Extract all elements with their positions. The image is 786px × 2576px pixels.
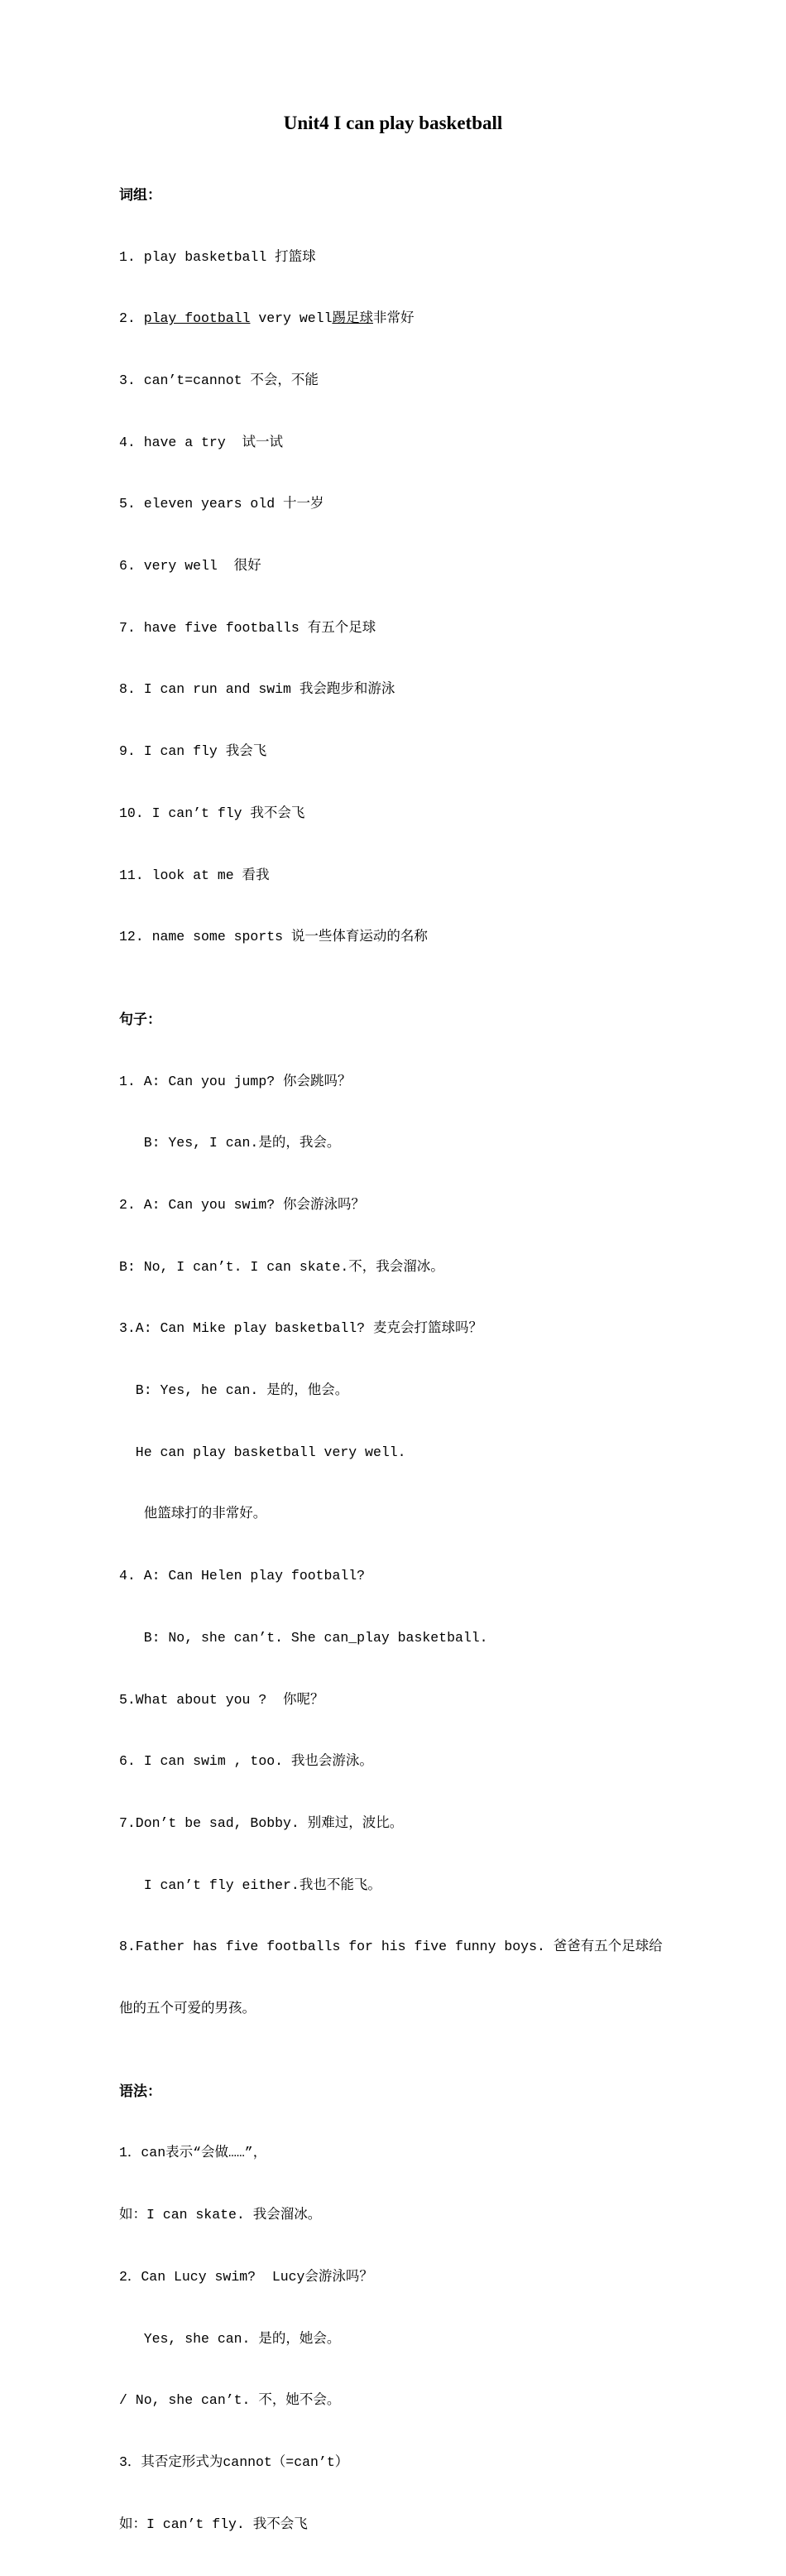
sentence-line: 2. A: Can you swim? 你会游泳吗？	[119, 1196, 366, 1213]
sentence-line: 1. A: Can you jump? 你会跳吗？	[119, 1073, 352, 1089]
phrase-item: 11. look at me 看我	[119, 867, 270, 883]
sentence-line: 3.A: Can Mike play basketball? 麦克会打篮球吗？	[119, 1320, 482, 1337]
page-title: Unit4 I can play basketball	[283, 113, 503, 133]
sentence-line: 6. I can swim , too. 我也会游泳。	[119, 1753, 373, 1770]
phrase-item-2-underlined-english: play football	[143, 310, 251, 327]
sentence-line: 他篮球打的非常好。	[119, 1506, 267, 1522]
phrase-item-2-middle: very well	[250, 310, 333, 327]
phrase-item: 10. I can’t fly 我不会飞	[119, 805, 305, 821]
phrase-item: 12. name some sports 说一些体育运动的名称	[119, 929, 428, 945]
sentence-line: 4. A: Can Helen play football?	[119, 1568, 366, 1584]
document-body	[119, 144, 682, 2576]
sentence-line: 他的五个可爱的男孩。	[119, 2001, 256, 2017]
sentence-line: 5.What about you ? 你呢？	[119, 1691, 324, 1708]
phrase-item: 8. I can run and swim 我会跑步和游泳	[119, 681, 395, 698]
phrase-item: 7. have five footballs 有五个足球	[119, 619, 376, 636]
grammar-heading: 语法：	[119, 2083, 161, 2100]
phrase-item: 4. have a try 试一试	[119, 434, 284, 450]
sentence-line: B: Yes, he can. 是的，他会。	[119, 1382, 349, 1399]
sentence-line: B: No, she can’t. She can_play basketball.	[119, 1629, 488, 1646]
sentence-line: B: No, I can’t. I can skate.不，我会溜冰。	[119, 1258, 444, 1275]
sentence-line: He can play basketball very well.	[119, 1444, 406, 1460]
sentences-heading: 句子：	[119, 1011, 161, 1028]
grammar-line: 3．其否定形式为cannot（=can’t）	[119, 2453, 349, 2470]
phrase-item-2-prefix: 2.	[119, 310, 144, 327]
phrase-item: 1. play basketball 打篮球	[119, 248, 316, 265]
grammar-line: 1．can表示“会做……”，	[119, 2145, 267, 2161]
grammar-line: / No, she can’t. 不，她不会。	[119, 2392, 341, 2409]
phrase-item: 6. very well 很好	[119, 558, 261, 574]
phrase-item-2	[119, 309, 682, 329]
phrase-item-2-suffix: 非常好	[372, 310, 415, 327]
grammar-line: 如：I can’t fly. 我不会飞	[119, 2516, 308, 2532]
sentence-line: B: Yes, I can.是的，我会。	[119, 1135, 341, 1151]
grammar-line: Yes, she can. 是的，她会。	[119, 2330, 341, 2347]
sentence-line: 8.Father has five footballs for his five funny boys. 爸爸有五个足球给	[119, 1939, 663, 1955]
sentence-line: I can’t fly either.我也不能飞。	[119, 1877, 381, 1893]
phrase-item: 3. can’t=cannot 不会，不能	[119, 372, 319, 388]
phrase-item: 5. eleven years old 十一岁	[119, 496, 324, 512]
grammar-line: 如：I can skate. 我会溜冰。	[119, 2207, 322, 2223]
grammar-line: 2．Can Lucy swim? Lucy会游泳吗？	[119, 2268, 373, 2285]
sentence-line: 7.Don’t be sad, Bobby. 别难过，波比。	[119, 1815, 404, 1831]
phrase-item-2-underlined-chinese: 踢足球	[332, 310, 373, 327]
phrases-heading: 词组：	[119, 186, 161, 204]
phrase-item: 9. I can fly 我会飞	[119, 743, 267, 760]
